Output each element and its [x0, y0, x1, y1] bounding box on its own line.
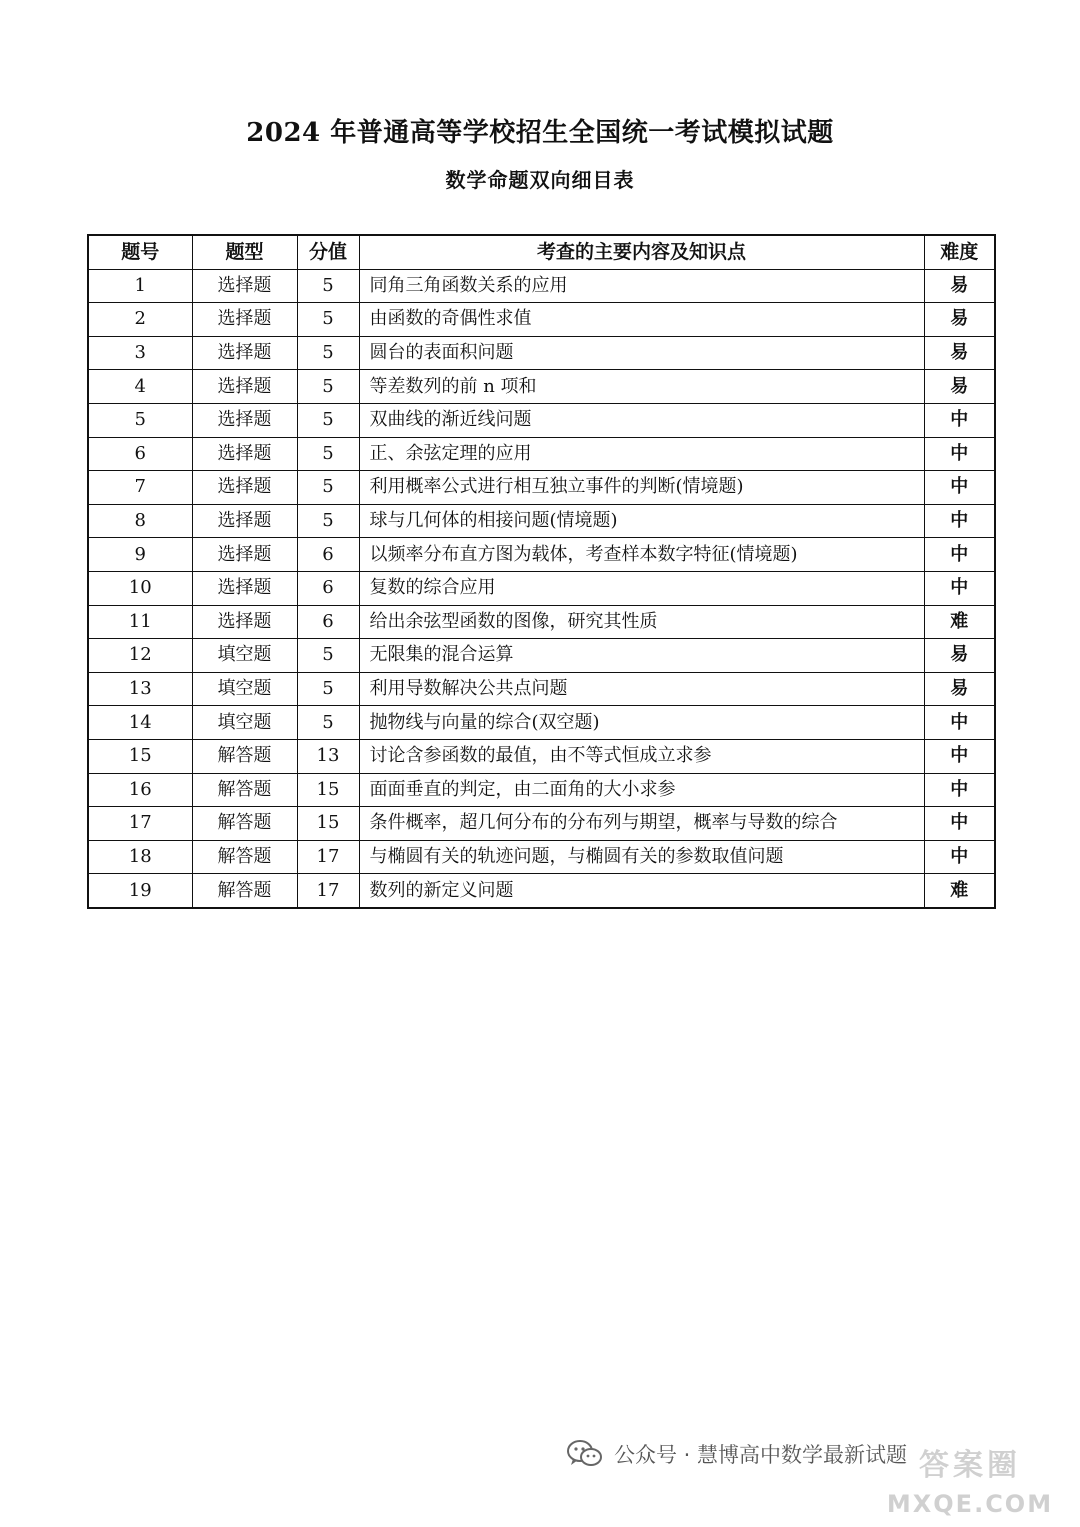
cell-content: 同角三角函数关系的应用 — [359, 269, 924, 303]
cell-difficulty: 中 — [924, 538, 995, 572]
header-score: 分值 — [297, 235, 359, 269]
cell-score: 15 — [297, 807, 359, 841]
cell-content: 无限集的混合运算 — [359, 639, 924, 673]
cell-content: 等差数列的前 n 项和 — [359, 370, 924, 404]
table-row — [88, 336, 995, 370]
cell-number: 10 — [88, 571, 192, 605]
cell-number: 8 — [88, 504, 192, 538]
header-type: 题型 — [192, 235, 297, 269]
table-row — [88, 639, 995, 673]
table-header-row — [88, 235, 995, 269]
document-subtitle: 数学命题双向细目表 — [445, 168, 635, 192]
table-row — [88, 605, 995, 639]
cell-number: 1 — [88, 269, 192, 303]
cell-content: 利用概率公式进行相互独立事件的判断(情境题) — [359, 471, 924, 505]
cell-type: 填空题 — [192, 672, 297, 706]
cell-number: 11 — [88, 605, 192, 639]
cell-content: 给出余弦型函数的图像，研究其性质 — [359, 605, 924, 639]
table-row — [88, 807, 995, 841]
header-content: 考查的主要内容及知识点 — [359, 235, 924, 269]
cell-score: 17 — [297, 840, 359, 874]
cell-content: 面面垂直的判定，由二面角的大小求参 — [359, 773, 924, 807]
cell-score: 5 — [297, 706, 359, 740]
cell-number: 2 — [88, 303, 192, 337]
cell-score: 5 — [297, 336, 359, 370]
cell-difficulty: 易 — [924, 639, 995, 673]
table-row — [88, 437, 995, 471]
cell-score: 6 — [297, 538, 359, 572]
cell-content: 数列的新定义问题 — [359, 874, 924, 908]
cell-number: 19 — [88, 874, 192, 908]
cell-score: 5 — [297, 437, 359, 471]
footer-attribution — [566, 1436, 907, 1472]
cell-content: 以频率分布直方图为载体，考查样本数字特征(情境题) — [359, 538, 924, 572]
cell-difficulty: 中 — [924, 706, 995, 740]
cell-difficulty: 中 — [924, 840, 995, 874]
cell-type: 解答题 — [192, 739, 297, 773]
cell-type: 解答题 — [192, 807, 297, 841]
table-row — [88, 538, 995, 572]
table-row — [88, 571, 995, 605]
cell-type: 选择题 — [192, 571, 297, 605]
cell-difficulty: 易 — [924, 303, 995, 337]
watermark-line1: 答案圈 — [919, 1448, 1021, 1483]
cell-difficulty: 中 — [924, 739, 995, 773]
cell-type: 选择题 — [192, 504, 297, 538]
cell-difficulty: 难 — [924, 605, 995, 639]
cell-score: 5 — [297, 504, 359, 538]
cell-score: 15 — [297, 773, 359, 807]
cell-score: 6 — [297, 571, 359, 605]
table-row — [88, 504, 995, 538]
header-difficulty: 难度 — [924, 235, 995, 269]
cell-score: 17 — [297, 874, 359, 908]
cell-difficulty: 中 — [924, 437, 995, 471]
table-row — [88, 303, 995, 337]
cell-score: 5 — [297, 403, 359, 437]
table-row — [88, 403, 995, 437]
cell-score: 13 — [297, 739, 359, 773]
table-row — [88, 874, 995, 908]
cell-difficulty: 易 — [924, 336, 995, 370]
cell-type: 选择题 — [192, 471, 297, 505]
cell-difficulty: 易 — [924, 672, 995, 706]
table-body — [88, 269, 995, 908]
cell-score: 5 — [297, 639, 359, 673]
watermark-logo — [880, 1440, 1060, 1520]
cell-type: 填空题 — [192, 639, 297, 673]
cell-number: 16 — [88, 773, 192, 807]
document-title: 2024 年普通高等学校招生全国统一考试模拟试题 — [246, 118, 834, 148]
cell-number: 18 — [88, 840, 192, 874]
cell-number: 17 — [88, 807, 192, 841]
cell-difficulty: 难 — [924, 874, 995, 908]
cell-type: 解答题 — [192, 874, 297, 908]
cell-difficulty: 中 — [924, 773, 995, 807]
cell-type: 选择题 — [192, 370, 297, 404]
cell-type: 选择题 — [192, 403, 297, 437]
cell-number: 3 — [88, 336, 192, 370]
table-row — [88, 672, 995, 706]
cell-difficulty: 中 — [924, 807, 995, 841]
cell-number: 13 — [88, 672, 192, 706]
cell-number: 4 — [88, 370, 192, 404]
cell-type: 选择题 — [192, 336, 297, 370]
cell-difficulty: 中 — [924, 471, 995, 505]
table-row — [88, 840, 995, 874]
table-row — [88, 739, 995, 773]
cell-type: 选择题 — [192, 605, 297, 639]
cell-number: 5 — [88, 403, 192, 437]
cell-content: 与椭圆有关的轨迹问题，与椭圆有关的参数取值问题 — [359, 840, 924, 874]
cell-number: 9 — [88, 538, 192, 572]
cell-score: 5 — [297, 370, 359, 404]
cell-type: 选择题 — [192, 269, 297, 303]
watermark-line2: MXQE.COM — [886, 1490, 1054, 1518]
cell-difficulty: 中 — [924, 571, 995, 605]
cell-number: 7 — [88, 471, 192, 505]
cell-content: 复数的综合应用 — [359, 571, 924, 605]
cell-difficulty: 中 — [924, 403, 995, 437]
cell-content: 圆台的表面积问题 — [359, 336, 924, 370]
footer-text: 公众号 · 慧博高中数学最新试题 — [614, 1443, 908, 1467]
cell-score: 5 — [297, 471, 359, 505]
cell-type: 解答题 — [192, 773, 297, 807]
cell-difficulty: 易 — [924, 370, 995, 404]
cell-content: 双曲线的渐近线问题 — [359, 403, 924, 437]
cell-number: 15 — [88, 739, 192, 773]
cell-type: 选择题 — [192, 538, 297, 572]
table-row — [88, 269, 995, 303]
cell-type: 填空题 — [192, 706, 297, 740]
cell-difficulty: 中 — [924, 504, 995, 538]
wechat-icon — [566, 1439, 604, 1469]
cell-content: 由函数的奇偶性求值 — [359, 303, 924, 337]
cell-score: 6 — [297, 605, 359, 639]
cell-number: 12 — [88, 639, 192, 673]
spec-table — [87, 234, 996, 909]
cell-content: 正、余弦定理的应用 — [359, 437, 924, 471]
cell-type: 解答题 — [192, 840, 297, 874]
cell-content: 条件概率，超几何分布的分布列与期望，概率与导数的综合 — [359, 807, 924, 841]
header-number: 题号 — [88, 235, 192, 269]
cell-type: 选择题 — [192, 437, 297, 471]
cell-content: 讨论含参函数的最值，由不等式恒成立求参 — [359, 739, 924, 773]
cell-difficulty: 易 — [924, 269, 995, 303]
table-row — [88, 773, 995, 807]
table-row — [88, 471, 995, 505]
cell-score: 5 — [297, 303, 359, 337]
table-row — [88, 370, 995, 404]
cell-type: 选择题 — [192, 303, 297, 337]
cell-number: 6 — [88, 437, 192, 471]
cell-content: 球与几何体的相接问题(情境题) — [359, 504, 924, 538]
cell-score: 5 — [297, 269, 359, 303]
table-row — [88, 706, 995, 740]
cell-score: 5 — [297, 672, 359, 706]
cell-number: 14 — [88, 706, 192, 740]
cell-content: 抛物线与向量的综合(双空题) — [359, 706, 924, 740]
cell-content: 利用导数解决公共点问题 — [359, 672, 924, 706]
